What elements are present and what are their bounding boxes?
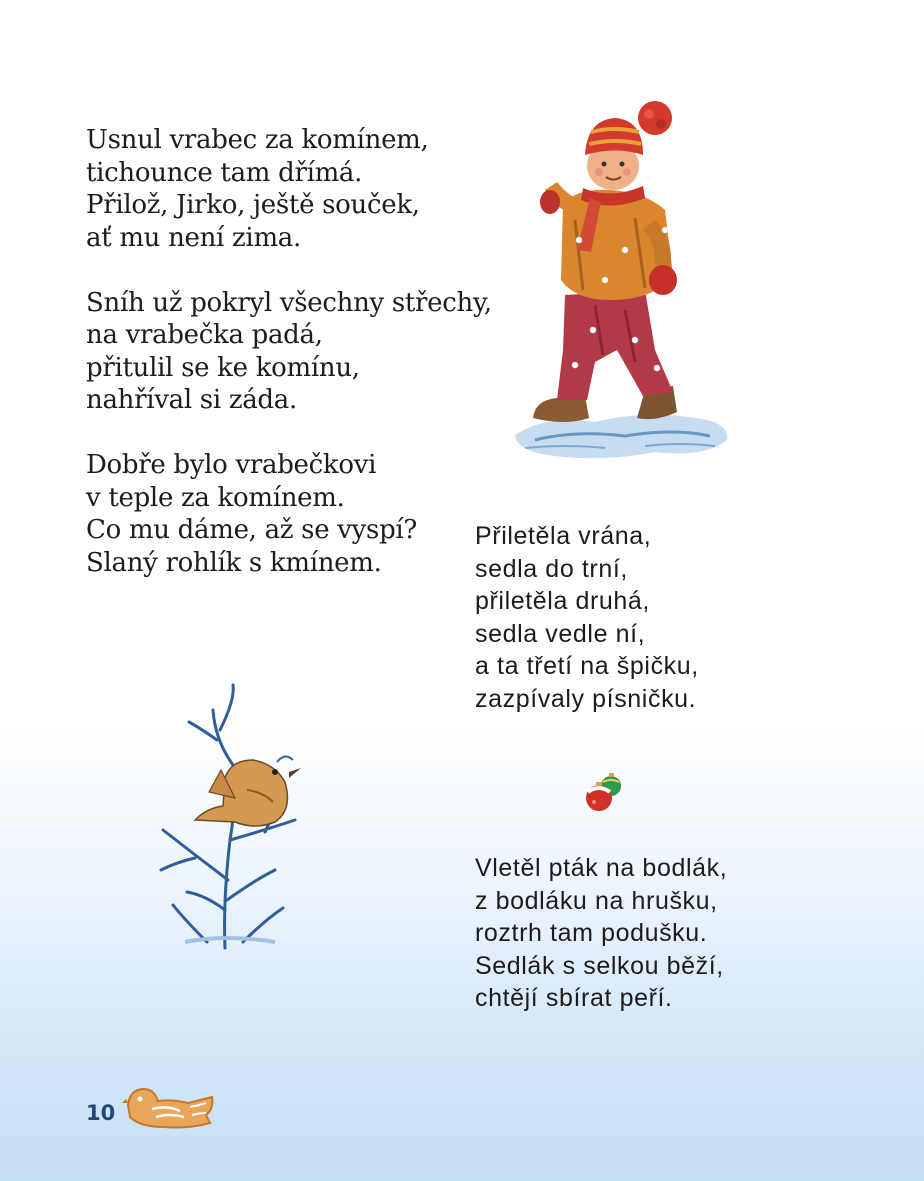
poem-line: tichounce tam dřímá. (86, 157, 363, 188)
poem-line: z bodláku na hrušku, (475, 886, 718, 915)
poem-line: přiletěla druhá, (475, 587, 650, 615)
poem-line: Usnul vrabec za komínem, (86, 125, 429, 155)
stanza-gap (86, 417, 492, 450)
poem-line: Vletěl pták na bodlák, (475, 854, 728, 882)
christmas-ornament-icon (583, 770, 625, 814)
poem-line: Co mu dáme, až se vyspí? (86, 515, 418, 545)
poem-line: ať mu není zima. (86, 222, 301, 253)
poem-line: v teple za komínem. (86, 482, 345, 513)
poem-priletela-vrana (475, 520, 699, 715)
poem-line: a ta třetí na špičku, (475, 652, 699, 680)
poem-vletel-ptak (475, 852, 727, 1015)
poem-line: nahříval si záda. (86, 385, 297, 415)
poem-line: chtějí sbírat peří. (475, 984, 673, 1012)
poem-line: roztrh tam podušku. (475, 919, 708, 947)
poem-line: Sedlák s selkou běží, (475, 951, 724, 980)
poem-line: sedla do trní, (475, 554, 628, 583)
page-number: 10 (86, 1101, 116, 1125)
poem-line: Sníh už pokryl všechny střechy, (86, 287, 492, 318)
poem-usnul-vrabec (86, 124, 492, 579)
stanza-gap (86, 254, 492, 287)
bird-on-branch-illustration (125, 680, 325, 955)
boy-walking-in-snow-illustration (505, 100, 735, 470)
poem-line: zazpívaly písničku. (475, 684, 697, 713)
poem-line: Přilož, Jirko, ještě souček, (86, 190, 420, 220)
poem-line: Slaný rohlík s kmínem. (86, 547, 382, 578)
poem-line: přitulil se ke komínu, (86, 352, 360, 383)
poem-line: sedla vedle ní, (475, 619, 646, 648)
poem-line: na vrabečka padá, (86, 320, 323, 350)
gingerbread-bird-icon (122, 1083, 216, 1133)
poem-line: Přiletěla vrána, (475, 522, 652, 550)
poem-line: Dobře bylo vrabečkovi (86, 450, 377, 480)
